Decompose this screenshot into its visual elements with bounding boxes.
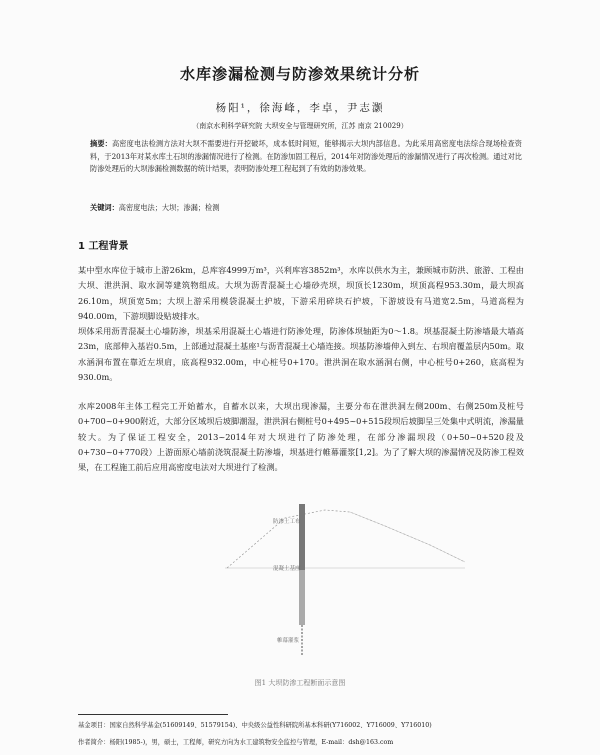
label-base: 混凝土基座	[273, 566, 301, 572]
section-heading: 1 工程背景	[78, 241, 129, 252]
affiliation: （南京水利科学研究院 大坝安全与管理研究所，江苏 南京 210029）	[192, 122, 408, 130]
dam-cross-section-svg	[215, 490, 475, 670]
footnote-funding: 基金项目：国家自然科学基金(51609149、51579154)、中央级公益性科研院所基本科研(Y716002、Y716009、Y716010)	[78, 722, 432, 729]
keywords-label: 关键词：	[90, 203, 119, 212]
label-grout: 帷幕灌浆	[277, 638, 300, 644]
downstream-slope	[350, 512, 465, 562]
abstract-text: 高密度电法检测方法对大坝不需要进行开挖破坏，成本低时间短，能够揭示大坝内部信息。为此采用高密度电法综合现场检查资料，于2013年对某水库土石坝的渗漏情况进行了检测。在防渗加固工程后，2014年对防渗处理后的渗漏情况进行了再次检测。通过对比防渗处理后的大坝渗漏检测数据的统计结果，表明防渗处理工程起到了有效的防渗效果。	[90, 139, 522, 173]
abstract-label: 摘要：	[90, 139, 112, 148]
paragraph-1: 某中型水库位于城市上游26km，总库容4999万m³，兴利库容3852m³，水库以供水为主，兼顾城市防洪、旅游、工程由大坝、泄洪洞、取水洞等建筑物组成。大坝为沥青混凝土心墙砂壳坝，坝顶长1230m，坝顶高程953.30m，最大坝高26.10m，坝顶宽5m；大坝上游采用模袋混凝土护坡，下游采用碎块石护坡，下游坡设有马道宽2.5m，马道高程为940.00m，下游坝脚设贴坡排水。	[78, 265, 524, 321]
paragraph-2: 坝体采用沥青混凝土心墙防渗，坝基采用混凝土心墙进行防渗处理，防渗体坝轴距为0～1.8。坝基混凝土防渗墙最大墙高23m，底部伸入基岩0.5m，上部通过混凝土基座¹与沥青混凝土心墙连接。坝基防渗墙伸入到左、右坝肩覆盖层内50m。取水涵洞布置在靠近左坝肩，底高程932.00m，中心桩号0+170。泄洪洞在取水涵洞右侧，中心桩号0+260，底高程为930.0m。	[78, 326, 524, 382]
abstract	[90, 138, 522, 176]
dam-outline	[227, 510, 465, 568]
figure-caption: 图1 大坝防渗工程断面示意图	[254, 679, 346, 687]
paragraph-3: 水库2008年主体工程完工开始蓄水，自蓄水以来，大坝出现渗漏，主要分布在泄洪洞左侧200m、右侧250m及桩号0+700~0+900附近，大部分区域坝后坡脚潮湿，泄洪洞右侧桩号0+495~0+515段坝后坡脚呈三处集中式明流，渗漏量较大。为了保证工程安全，2013~2014年对大坝进行了防渗处理，在部分渗漏坝段（0+50~0+520段及0+730~0+770段）上游面原心墙前浇筑混凝土防渗墙，坝基进行帷幕灌浆[1,2]。为了了解大坝的渗漏情况及防渗工程效果，在工程施工前后应用高密度电法对大坝进行了检测。	[78, 401, 524, 473]
footnote-divider	[78, 714, 228, 715]
keywords-text: 高密度电法；大坝；渗漏；检测	[118, 203, 220, 212]
author-list: 杨阳¹，徐海峰，李卓，尹志灏	[215, 102, 385, 114]
footnote-author: 作者简介：杨阳(1985-)，男，硕士，工程师，研究方向为水工建筑物安全监控与管理，E-mail：dsh@163.com	[78, 739, 394, 746]
core-wall	[299, 504, 305, 570]
label-geotextile: 防渗土工布	[273, 519, 301, 525]
dam-cross-section-figure	[215, 490, 475, 670]
keywords	[90, 203, 522, 213]
cutoff-wall	[299, 570, 305, 625]
paper-title: 水库渗漏检测与防渗效果统计分析	[179, 65, 420, 83]
